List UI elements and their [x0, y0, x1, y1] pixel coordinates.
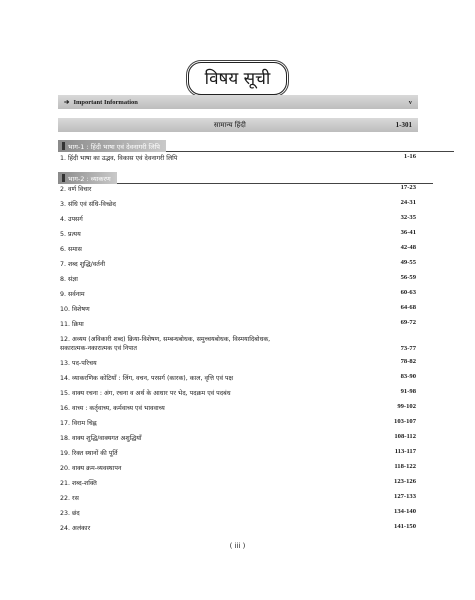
- toc-row[interactable]: [60, 478, 416, 487]
- toc-entry-title: [60, 403, 376, 412]
- toc-row[interactable]: [60, 523, 416, 532]
- toc-entry-text: 8. संज्ञा: [60, 276, 78, 283]
- toc-entry-text-continued: सकारात्मक-नकारात्मक एवं निपात: [60, 345, 138, 352]
- toc-entry-pages: 17-23: [400, 184, 416, 191]
- toc-row[interactable]: [60, 388, 416, 397]
- toc-row[interactable]: [60, 199, 416, 208]
- toc-entry-text: 22. रस: [60, 495, 79, 502]
- part-1-rule: [166, 151, 454, 152]
- toc-entry-pages: 36-41: [400, 229, 416, 236]
- toc-entry-pages: 113-117: [394, 448, 416, 455]
- toc-row[interactable]: [60, 229, 416, 238]
- important-information-row[interactable]: [58, 95, 418, 109]
- toc-entry-title: [60, 334, 376, 352]
- toc-entry-text: 23. छंद: [60, 510, 80, 517]
- section-pages: 1-301: [395, 121, 412, 129]
- part-1-label: भाग-1 : हिंदी भाषा एवं देवनागरी लिपि: [58, 140, 166, 152]
- toc-row[interactable]: [60, 448, 416, 457]
- toc-entry-text: 24. अलंकार: [60, 525, 91, 532]
- toc-entry-pages: 141-150: [394, 523, 416, 530]
- toc-entry-text: 10. विशेषण: [60, 306, 90, 313]
- toc-entry-title: [60, 373, 376, 382]
- toc-entry-pages: 32-35: [400, 214, 416, 221]
- toc-row[interactable]: [60, 214, 416, 223]
- toc-entry-pages: 60-63: [400, 289, 416, 296]
- toc-entry-pages: 134-140: [394, 508, 416, 515]
- toc-entry-pages: 56-59: [400, 274, 416, 281]
- toc-entry-title: [60, 244, 376, 253]
- toc-entry-text: 11. क्रिया: [60, 321, 84, 328]
- toc-entry-text: 19. रिक्त स्थानों की पूर्ति: [60, 450, 118, 457]
- toc-row[interactable]: [60, 319, 416, 328]
- toc-entry-text: 12. अव्यय (अविकारी शब्द) क्रिया-विशेषण, सम्बन्धबोधक, समुच्चयबोधक, विस्मयादिबोधक,: [60, 336, 271, 343]
- toc-entry-title: [60, 358, 376, 367]
- toc-row[interactable]: [60, 358, 416, 367]
- toc-row[interactable]: [60, 493, 416, 502]
- toc-row[interactable]: [60, 373, 416, 382]
- toc-entry-title: [60, 433, 376, 442]
- toc-entry-text: 16. वाच्य : कर्तृवाच्य, कर्मवाच्य एवं भाववाच्य: [60, 405, 165, 412]
- part-2-header: [58, 172, 433, 184]
- toc-row[interactable]: [60, 184, 416, 193]
- toc-entry-title: [60, 493, 376, 502]
- toc-entry-text: 21. शब्द-शक्ति: [60, 480, 97, 487]
- toc-row[interactable]: [60, 289, 416, 298]
- toc-entry-text: 7. शब्द शुद्धि/वर्तनी: [60, 261, 106, 268]
- toc-row[interactable]: [60, 244, 416, 253]
- toc-entry-title: [60, 508, 376, 517]
- toc-entry-text: 6. समास: [60, 246, 82, 253]
- toc-entry-title: [60, 184, 376, 193]
- page-number: ( iii ): [229, 542, 246, 550]
- toc-entry-title: [60, 319, 376, 328]
- toc-entry-title: [60, 153, 376, 162]
- toc-entry-text: 20. वाक्य क्रम-व्यवस्थापन: [60, 465, 122, 472]
- section-header: [58, 118, 418, 132]
- toc-entry-text: 14. व्याकरणिक कोटियाँ : लिंग, वचन, परसर्ग (कारक), काल, वृत्ति एवं पक्ष: [60, 375, 234, 382]
- toc-entry-pages: 99-102: [397, 403, 416, 410]
- toc-entry-pages: 64-68: [400, 304, 416, 311]
- toc-entry-title: [60, 463, 376, 472]
- toc-entry-title: [60, 523, 376, 532]
- toc-entry-pages: 49-55: [400, 259, 416, 266]
- part-2-label: भाग-2 : व्याकरण: [58, 172, 117, 184]
- toc-entry-pages: 123-126: [394, 478, 416, 485]
- section-label: सामान्य हिंदी: [213, 120, 246, 129]
- toc-row[interactable]: [60, 274, 416, 283]
- toc-entry-pages: 108-112: [394, 433, 416, 440]
- toc-row[interactable]: [60, 418, 416, 427]
- toc-entry-pages: 1-16: [403, 153, 416, 160]
- important-information-page: v: [408, 98, 412, 106]
- toc-entry-text: 15. वाक्य रचना : अंग, रचना व अर्थ के आधार पर भेद, पदक्रम एवं पदबंध: [60, 390, 231, 397]
- toc-entry-text: 3. संधि एवं संधि-विच्छेद: [60, 201, 116, 208]
- important-information-label: Important Information: [73, 98, 138, 106]
- toc-entry-text: 9. सर्वनाम: [60, 291, 85, 298]
- toc-entry-text: 18. वाक्य शुद्धि/वाक्यगत अशुद्धियाँ: [60, 435, 142, 442]
- toc-row[interactable]: [60, 153, 416, 162]
- toc-entry-pages: 24-31: [400, 199, 416, 206]
- toc-entry-pages: 73-77: [400, 345, 416, 352]
- toc-entry-text: 4. उपसर्ग: [60, 216, 83, 223]
- toc-entry-pages: 103-107: [394, 418, 416, 425]
- toc-row[interactable]: [60, 508, 416, 517]
- toc-entry-title: [60, 289, 376, 298]
- toc-entry-title: [60, 388, 376, 397]
- toc-entry-title: [60, 214, 376, 223]
- toc-entry-title: [60, 448, 376, 457]
- title-wrapper: [0, 62, 475, 95]
- toc-row[interactable]: [60, 334, 416, 352]
- toc-entry-pages: 69-72: [400, 319, 416, 326]
- toc-entry-title: [60, 304, 376, 313]
- toc-entry-pages: 83-90: [400, 373, 416, 380]
- toc-entry-pages: 42-48: [400, 244, 416, 251]
- toc-row[interactable]: [60, 259, 416, 268]
- toc-entry-title: [60, 199, 376, 208]
- toc-entry-text: 13. पद-परिचय: [60, 360, 97, 367]
- toc-entry-text: 5. प्रत्यय: [60, 231, 81, 238]
- toc-entry-title: [60, 274, 376, 283]
- toc-entry-text: 1. हिंदी भाषा का उद्भव, विकास एवं देवनागरी लिपि: [60, 155, 178, 162]
- toc-entry-title: [60, 478, 376, 487]
- toc-entry-text: 17. विराम चिह्न: [60, 420, 97, 427]
- part-1-header: [58, 140, 454, 152]
- toc-entry-title: [60, 418, 376, 427]
- toc-row[interactable]: [60, 304, 416, 313]
- toc-entry-pages: 91-98: [400, 388, 416, 395]
- toc-entry-title: [60, 229, 376, 238]
- toc-entry-pages: 127-133: [394, 493, 416, 500]
- page-title: विषय सूची: [188, 62, 288, 95]
- toc-entry-text: 2. वर्ण विचार: [60, 186, 92, 193]
- arrow-right-icon: ➔: [64, 99, 70, 106]
- toc-entry-pages: 118-122: [394, 463, 416, 470]
- toc-entry-title: [60, 259, 376, 268]
- toc-entry-pages: 78-82: [400, 358, 416, 365]
- toc-row[interactable]: [60, 403, 416, 412]
- toc-row[interactable]: [60, 463, 416, 472]
- toc-row[interactable]: [60, 433, 416, 442]
